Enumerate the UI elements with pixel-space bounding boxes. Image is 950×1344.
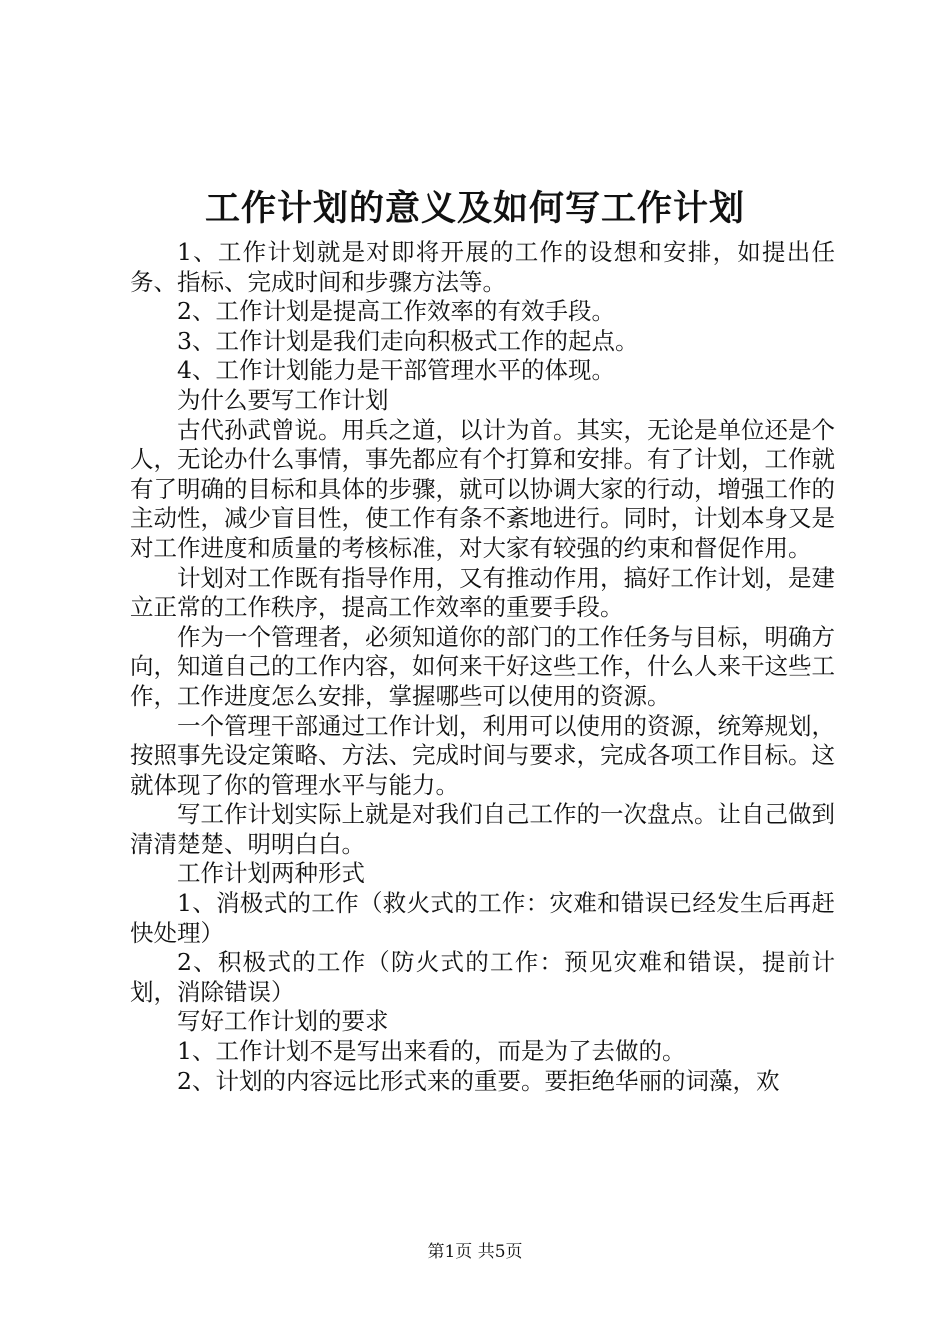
paragraph-7: 作为一个管理者，必须知道你的部门的工作任务与目标，明确方向，知道自己的工作内容，如何来干好这些工作，什么人来干这些工作，工作进度怎么安排，掌握哪些可以使用的资源。 <box>130 622 835 710</box>
document-body <box>130 238 835 1096</box>
document-title: 工作计划的意义及如何写工作计划 <box>204 188 745 229</box>
paragraph-5: 古代孙武曾说。用兵之道，以计为首。其实，无论是单位还是个人，无论办什么事情，事先都应有个打算和安排。有了计划，工作就有了明确的目标和具体的步骤，就可以协调大家的行动，增强工作的主动性，减少盲目性，使工作有条不紊地进行。同时，计划本身又是对工作进度和质量的考核标准，对大家有较强的约束和督促作用。 <box>130 415 835 562</box>
paragraph-6: 计划对工作既有指导作用，又有推动作用，搞好工作计划，是建立正常的工作秩序，提高工作效率的重要手段。 <box>130 563 835 622</box>
section-heading-requirements: 写好工作计划的要求 <box>177 1007 389 1036</box>
section-heading-forms: 工作计划两种形式 <box>177 859 365 888</box>
paragraph-11: 2、积极式的工作（防火式的工作：预见灾难和错误，提前计划，消除错误） <box>130 948 835 1006</box>
paragraph-12: 1、工作计划不是写出来看的，而是为了去做的。 <box>177 1037 686 1066</box>
paragraph-10: 1、消极式的工作（救火式的工作：灾难和错误已经发生后再赶快处理） <box>130 889 835 947</box>
paragraph-13: 2、计划的内容远比形式来的重要。要拒绝华丽的词藻，欢 <box>177 1066 780 1095</box>
paragraph-8: 一个管理干部通过工作计划，利用可以使用的资源，统筹规划，按照事先设定策略、方法、完成时间与要求，完成各项工作目标。这就体现了你的管理水平与能力。 <box>130 711 835 799</box>
section-heading-why: 为什么要写工作计划 <box>177 385 389 414</box>
paragraph-3: 3、工作计划是我们走向积极式工作的起点。 <box>177 326 639 355</box>
paragraph-2: 2、工作计划是提高工作效率的有效手段。 <box>177 297 615 326</box>
paragraph-9: 写工作计划实际上就是对我们自己工作的一次盘点。让自己做到清清楚楚、明明白白。 <box>130 800 835 858</box>
page-footer: 第1页 共5页 <box>427 1242 523 1262</box>
paragraph-1: 1、工作计划就是对即将开展的工作的设想和安排，如提出任务、指标、完成时间和步骤方法等。 <box>130 238 835 296</box>
paragraph-4: 4、工作计划能力是干部管理水平的体现。 <box>177 356 615 385</box>
